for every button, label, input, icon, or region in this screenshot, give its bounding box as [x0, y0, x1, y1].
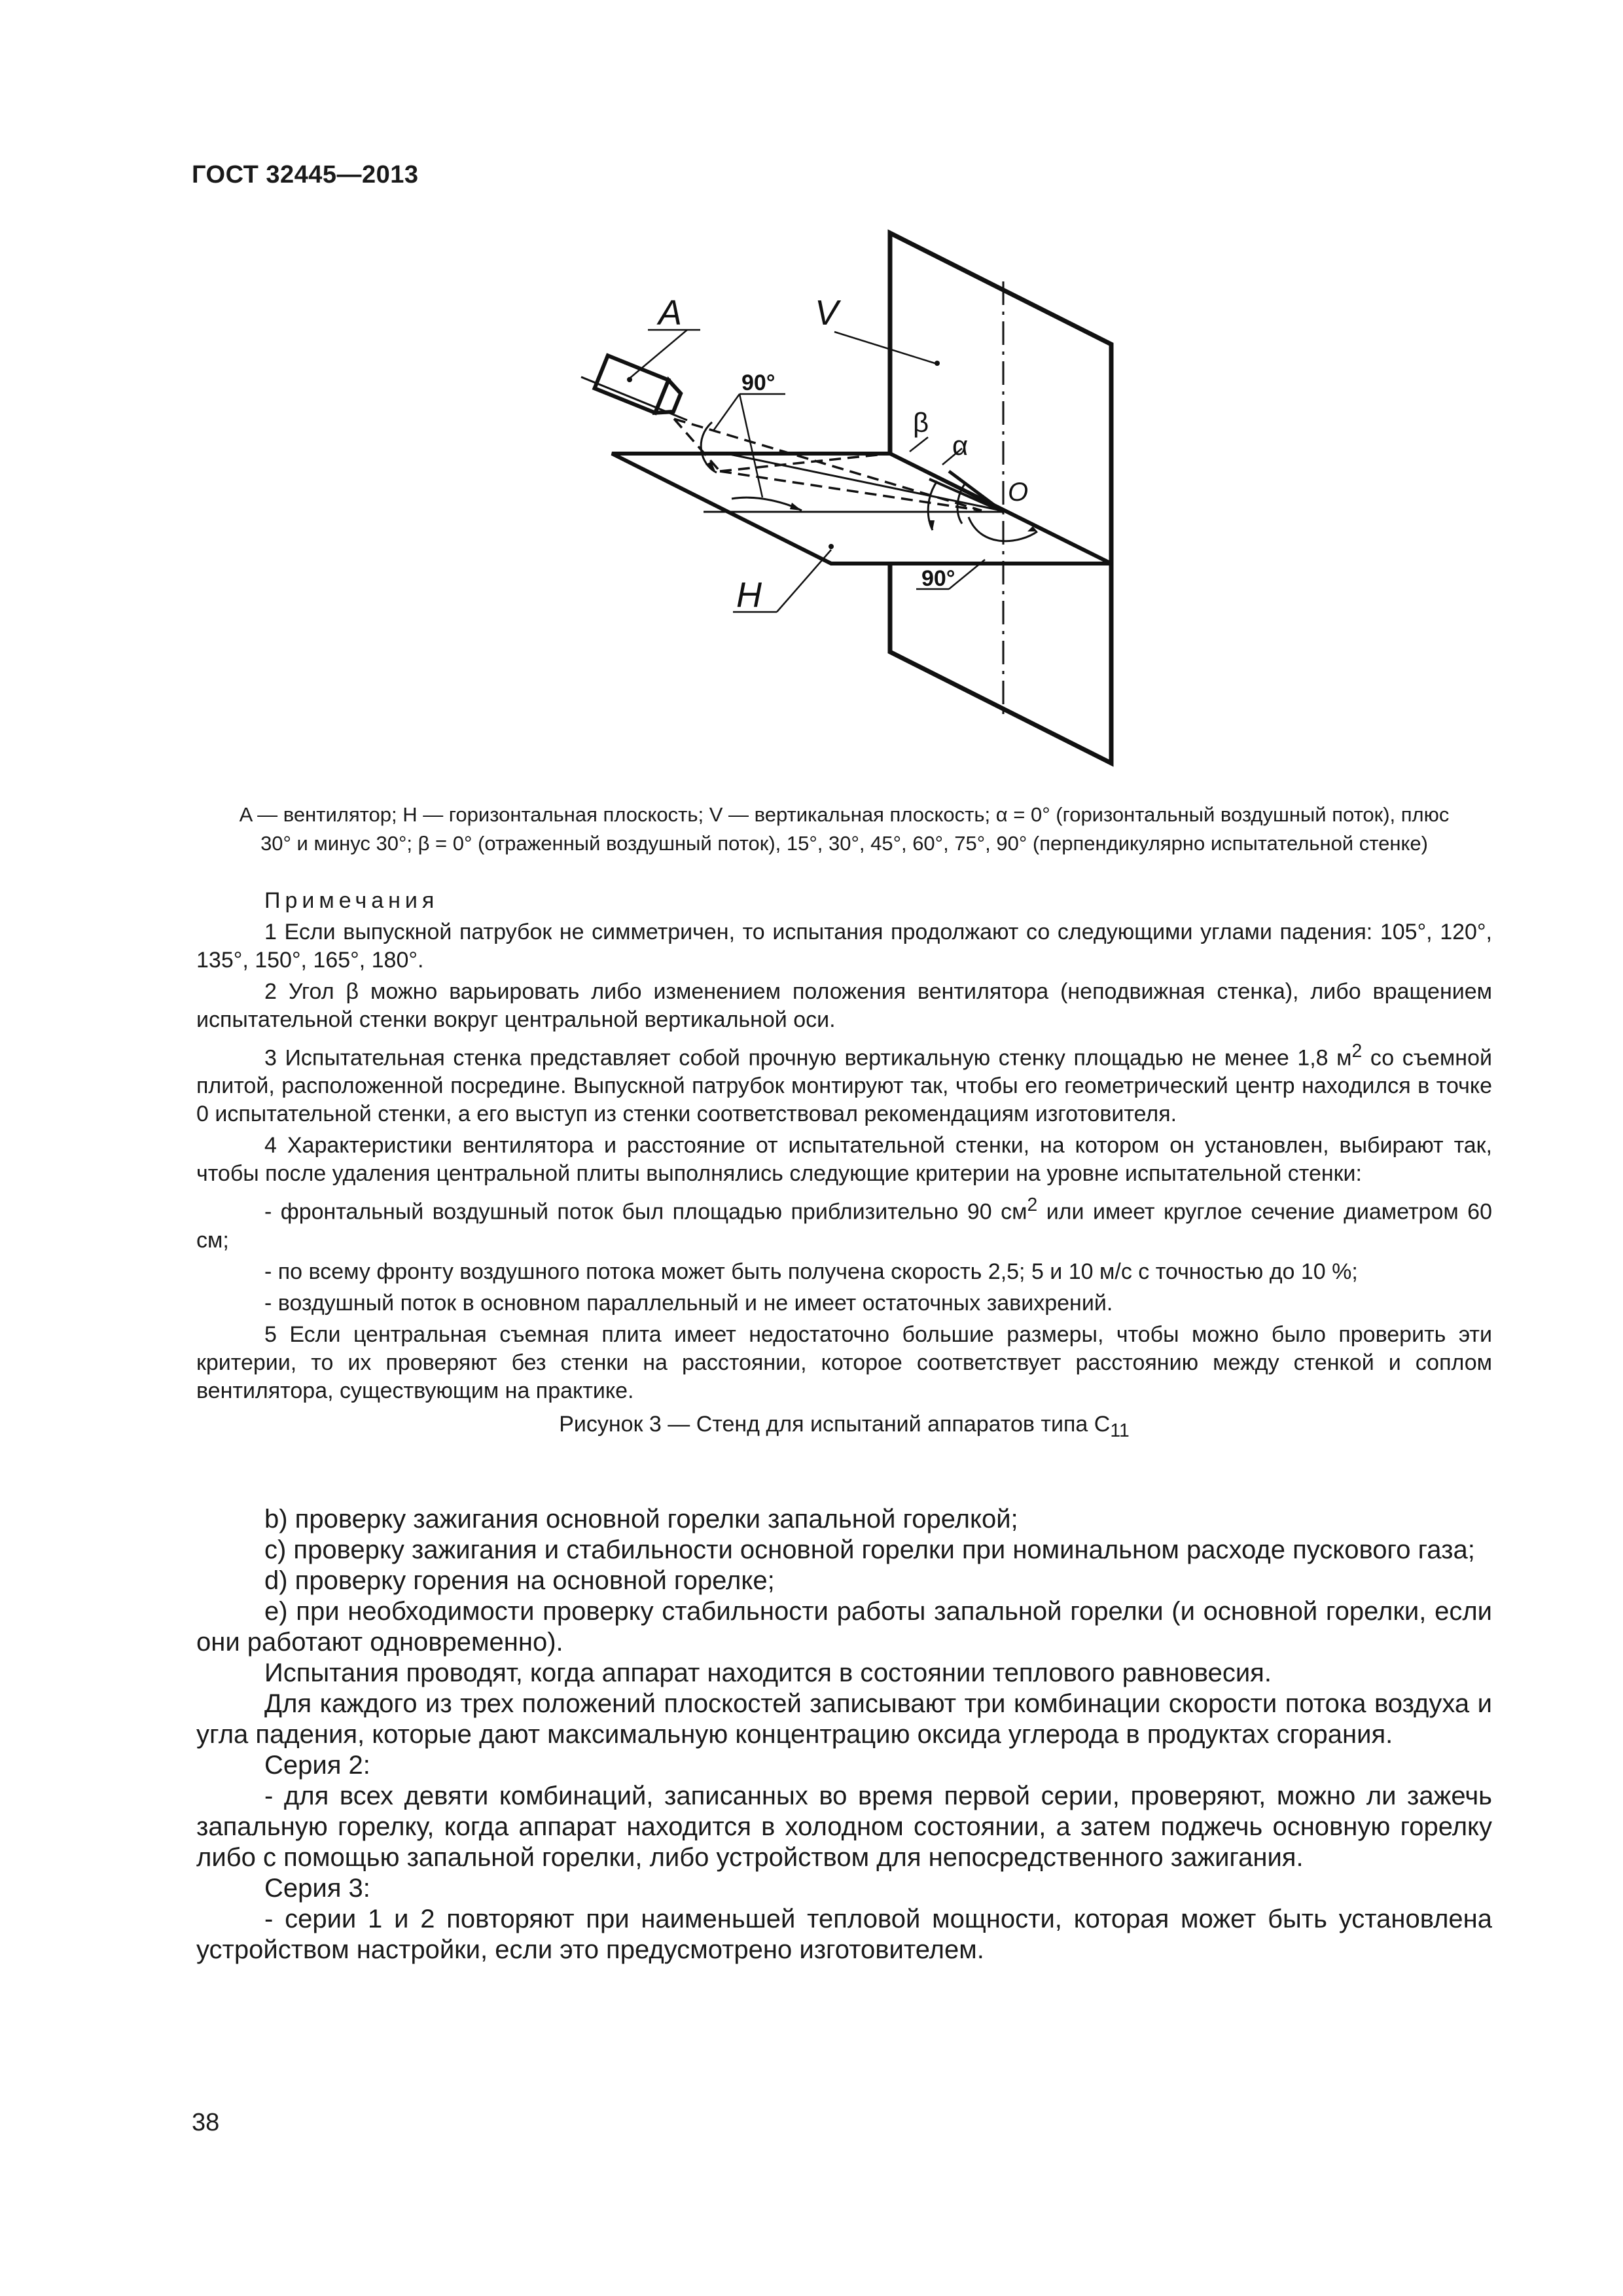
- figure-legend: [196, 800, 1492, 858]
- paragraph: d) проверку горения на основной горелке;: [264, 1566, 775, 1595]
- label-a: A: [658, 293, 683, 332]
- note-4-bullet-3: - воздушный поток в основном параллельный и не имеет остаточных завихрений.: [264, 1290, 1113, 1316]
- angle-90-top: 90°: [741, 370, 776, 395]
- notes-section: [196, 887, 1492, 1405]
- note-4-bullet-2: - по всему фронту воздушного потока может быть получена скорость 2,5; 5 и 10 м/с с точностью до 10 %;: [264, 1259, 1358, 1284]
- paragraph: e) при необходимости проверку стабильности работы запальной горелки (и основной горелки, если они работают одновременно).: [196, 1597, 1492, 1657]
- horizontal-plane: [612, 454, 1111, 564]
- label-h: H: [736, 575, 762, 615]
- leader-line: [713, 394, 740, 431]
- legend-line-2: 30° и минус 30°; β = 0° (отраженный воздушный поток), 15°, 30°, 45°, 60°, 75°, 90° (перпендикулярно испытательной стенке): [260, 832, 1428, 855]
- note-3: 3 Испытательная стенка представляет собой прочную вертикальную стенку площадью не менее 1,8 $м^2$ со съемной плитой, расположенной посредине. Выпускной патрубок монтируют так, чтобы его геометрический центр находился в точке 0 испытательной стенки, а его выступ из стенки соответствовал рекомендациям изготовителя.: [196, 1041, 1492, 1127]
- note-2: 2 Угол β можно варьировать либо изменением положения вентилятора (неподвижная стенка), либо вращением испытательной стенки вокруг центральной вертикальной оси.: [196, 979, 1492, 1032]
- label-beta: β: [913, 407, 929, 438]
- leader-line: [910, 437, 928, 452]
- note-5: 5 Если центральная съемная плита имеет недостаточно большие размеры, чтобы можно было проверить эти критерии, то их проверяют без стенки на расстоянии, которое соответствует расстоянию между стенкой и соплом вентилятора, существующим на практике.: [196, 1321, 1492, 1403]
- paragraph: c) проверку зажигания и стабильности основной горелки при номинальном расходе пускового газа;: [264, 1535, 1475, 1564]
- paragraph: Для каждого из трех положений плоскостей записывают три комбинации скорости потока воздуха и угла падения, которые дают максимальную концентрацию оксида углерода в продуктах сгорания.: [196, 1689, 1492, 1749]
- figure-caption: Рисунок 3 — Стенд для испытаний аппаратов типа $С_{11}$: [559, 1412, 1130, 1441]
- notes-title: Примечания: [264, 888, 439, 913]
- paragraph: Серия 2:: [264, 1751, 370, 1780]
- document-header: ГОСТ 32445—2013: [192, 161, 419, 188]
- body-text: [196, 1504, 1492, 1965]
- legend-line-1: A — вентилятор; H — горизонтальная плоскость; V — вертикальная плоскость; α = 0° (горизонтальный воздушный поток), плюс: [239, 803, 1450, 826]
- paragraph: - для всех девяти комбинаций, записанных во время первой серии, проверяют, можно ли зажечь запальную горелку, когда аппарат находится в холодном состоянии, а затем поджечь основную горелку либо с помощью запальной горелки, либо устройством для непосредственного зажигания.: [196, 1782, 1492, 1872]
- test-stand-diagram: [0, 0, 1623, 818]
- label-alpha: α: [952, 430, 969, 461]
- label-v: V: [815, 293, 839, 332]
- angle-90-bottom: 90°: [921, 566, 955, 591]
- note-4-bullet-1: - фронтальный воздушный поток был площадью приблизительно 90 $см^2$ или имеет круглое сечение диаметром 60 см;: [196, 1194, 1492, 1253]
- leader-line: [630, 330, 687, 378]
- paragraph: - серии 1 и 2 повторяют при наименьшей тепловой мощности, которая может быть установлена устройством настройки, если это предусмотрено изготовителем.: [196, 1905, 1492, 1964]
- paragraph: b) проверку зажигания основной горелки запальной горелкой;: [264, 1505, 1018, 1534]
- paragraph: Серия 3:: [264, 1874, 370, 1903]
- paragraph: Испытания проводят, когда аппарат находится в состоянии теплового равновесия.: [264, 1659, 1272, 1687]
- leader-line: [777, 550, 831, 612]
- leader-line: [834, 332, 939, 365]
- page-number: 38: [192, 2109, 220, 2136]
- label-o: O: [1008, 478, 1029, 507]
- note-1: 1 Если выпускной патрубок не симметричен, то испытания продолжают со следующими углами падения: 105°, 120°, 135°, 150°, 165°, 180°.: [196, 920, 1492, 973]
- note-4: 4 Характеристики вентилятора и расстояние от испытательной стенки, на котором он установлен, выбирают так, чтобы после удаления центральной плиты выполнялись следующие критерии на уровне испытательной стенки:: [196, 1133, 1492, 1187]
